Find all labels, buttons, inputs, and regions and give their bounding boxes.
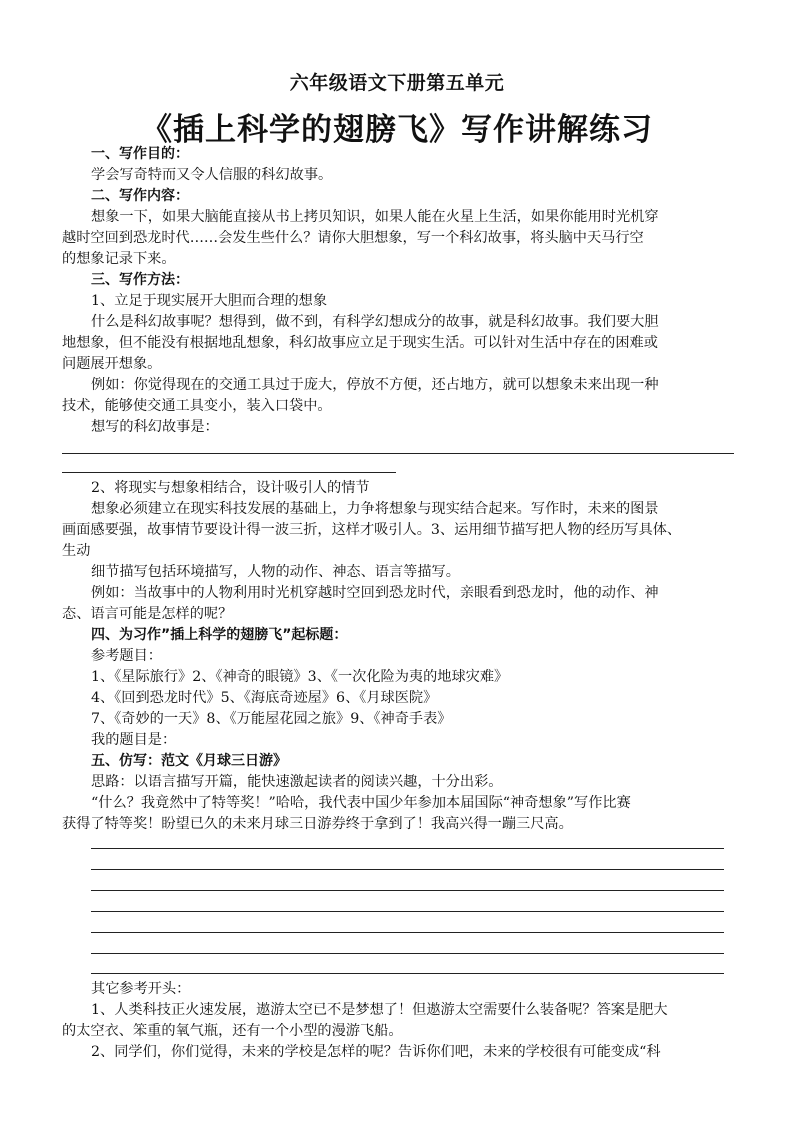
prompt-line: 我的题目是： — [91, 732, 177, 748]
section-heading-content: 二、写作内容： — [91, 188, 189, 204]
paragraph-line: 其它参考开头： — [91, 981, 191, 997]
section-heading-imitation: 五、仿写：范文《月球三日游》 — [91, 753, 287, 769]
paragraph-line: 地想象，但不能没有根据地乱想象，科幻故事应立足于现实生活。可以针对生活中存在的困难或 — [62, 335, 658, 351]
paragraph-line: 什么是科幻故事呢？想得到，做不到，有科学幻想成分的故事，就是科幻故事。我们要大胆 — [91, 314, 659, 330]
section-heading-purpose: 一、写作目的： — [91, 146, 189, 162]
writing-blank-line — [91, 973, 724, 974]
paragraph-line: 生动 — [62, 543, 91, 559]
paragraph-line: 态、语言可能是怎样的呢？ — [62, 606, 233, 622]
paragraph-line: 画面感要强，故事情节要设计得一波三折，这样才吸引人。3、运用细节描写把人物的经历写具体、 — [62, 522, 682, 538]
paragraph-line: 思路：以语言描写开篇，能快速激起读者的阅读兴趣，十分出彩。 — [91, 774, 503, 790]
title-list-line: 1、《星际旅行》2、《神奇的眼镜》3、《一次化险为夷的地球灾难》 — [91, 669, 509, 685]
subheading-line: 2、将现实与想象相结合，设计吸引人的情节 — [91, 480, 370, 496]
title-list-line: 4、《回到恐龙时代》5、《海底奇迹屋》6、《月球医院》 — [91, 690, 438, 706]
writing-blank-line — [62, 472, 396, 473]
paragraph-line: 学会写奇特而又令人信服的科幻故事。 — [91, 167, 333, 183]
writing-blank-line — [91, 953, 724, 954]
paragraph-line: 的太空衣、笨重的氧气瓶，还有一个小型的漫游飞船。 — [62, 1023, 403, 1039]
prompt-line: 想写的科幻故事是： — [91, 419, 219, 435]
paragraph-line: 参考题目： — [91, 648, 162, 664]
paragraph-line: 获得了特等奖！盼望已久的未来月球三日游券终于拿到了！我高兴得一蹦三尺高。 — [62, 816, 573, 832]
paragraph-line: 想象一下，如果大脑能直接从书上拷贝知识，如果人能在火星上生活，如果你能用时光机穿 — [91, 209, 659, 225]
writing-blank-line — [91, 869, 724, 870]
writing-blank-line — [91, 932, 724, 933]
paragraph-line: 技术，能够使交通工具变小，装入口袋中。 — [62, 398, 332, 414]
writing-blank-line — [91, 911, 724, 912]
paragraph-line: 越时空回到恐龙时代……会发生些什么？请你大胆想象，写一个科幻故事，将头脑中天马行空 — [62, 230, 644, 246]
paragraph-line: 1、人类科技正火速发展，遨游太空已不是梦想了！但遨游太空需要什么装备呢？答案是肥大 — [91, 1002, 668, 1018]
paragraph-line: 2、同学们，你们觉得，未来的学校是怎样的呢？告诉你们吧，未来的学校很有可能变成“科 — [91, 1044, 661, 1060]
paragraph-line: 例如：当故事中的人物利用时光机穿越时空回到恐龙时代，亲眼看到恐龙时，他的动作、神 — [91, 585, 659, 601]
writing-blank-line — [91, 848, 724, 849]
title-list-line: 7、《奇妙的一天》8、《万能屋花园之旅》9、《神奇手表》 — [91, 711, 452, 727]
writing-blank-line — [91, 890, 724, 891]
section-heading-titles: 四、为习作”插上科学的翅膀飞”起标题： — [91, 627, 348, 643]
paragraph-line: 的想象记录下来。 — [62, 251, 176, 267]
paragraph-line: 想象必须建立在现实科技发展的基础上，力争将想象与现实结合起来。写作时，未来的图景 — [91, 501, 659, 517]
paragraph-line: 细节描写包括环境描写，人物的动作、神态、语言等描写。 — [91, 564, 460, 580]
section-heading-method: 三、写作方法： — [91, 272, 189, 288]
paragraph-line: 例如：你觉得现在的交通工具过于庞大，停放不方便，还占地方，就可以想象未来出现一种 — [91, 377, 659, 393]
subheading-line: 1、立足于现实展开大胆而合理的想象 — [91, 293, 328, 309]
paragraph-line: “什么？我竟然中了特等奖！”哈哈，我代表中国少年参加本届国际“神奇想象”写作比赛 — [91, 795, 631, 811]
main-title: 《插上科学的翅膀飞》写作讲解练习 — [141, 112, 653, 148]
paragraph-line: 问题展开想象。 — [62, 356, 162, 372]
writing-blank-line — [62, 453, 734, 454]
grade-unit-heading: 六年级语文下册第五单元 — [289, 72, 505, 94]
